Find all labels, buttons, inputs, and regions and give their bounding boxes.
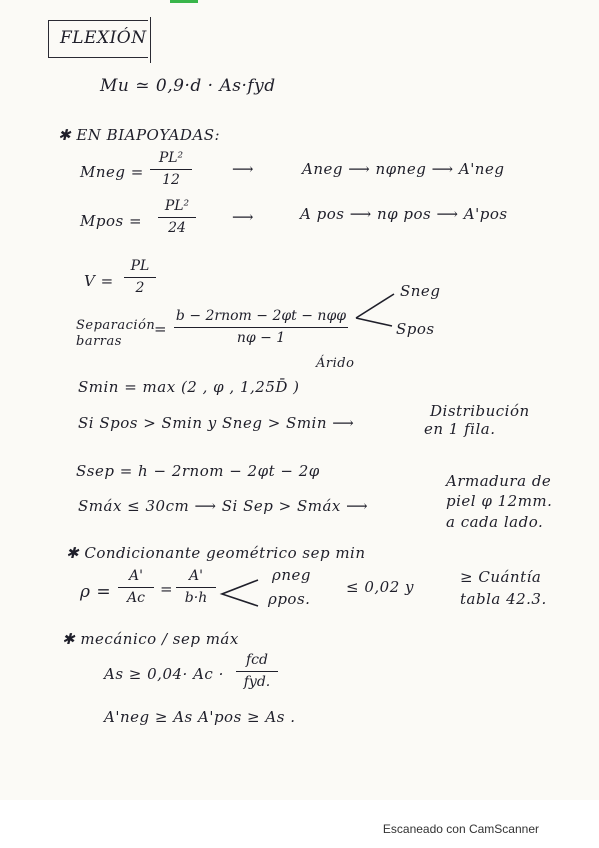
separacion-label-2: barras (76, 334, 122, 349)
rho-f1-den: Ac (127, 590, 145, 606)
cuantia-2: tabla 42.3. (460, 590, 547, 608)
page-title: FLEXIÓN (60, 28, 147, 48)
mpos-arrow: ⟶ (232, 208, 255, 226)
mpos-flow: A pos ⟶ nφ pos ⟶ A'pos (300, 205, 508, 223)
distribucion-2: en 1 fila. (424, 420, 496, 438)
rho-lhs: ρ = (80, 582, 112, 602)
mneg-arrow: ⟶ (232, 160, 255, 178)
mneg-den: 12 (162, 172, 180, 188)
section-biapoyadas: ✱ EN BIAPOYADAS: (58, 126, 221, 144)
rho-f2-num: A' (189, 568, 203, 584)
smax-line: Smáx ≤ 30cm ⟶ Si Sep > Smáx ⟶ (78, 497, 369, 515)
as-den: fyd. (243, 674, 271, 690)
cuantia-1: ≥ Cuántía (460, 568, 542, 586)
distribucion-1: Distribución (430, 402, 530, 420)
mpos-num: PL² (164, 198, 190, 214)
scanner-footer: Escaneado con CamScanner (382, 822, 539, 836)
v-den: 2 (135, 280, 145, 296)
ssep-formula: Ssep = h − 2rnom − 2φt − 2φ (76, 462, 320, 480)
rho-limit: ≤ 0,02 y (346, 578, 414, 596)
mpos-lhs: Mpos = (80, 212, 143, 230)
final-line: A'neg ≥ As A'pos ≥ As . (104, 708, 296, 726)
mneg-flow: Aneg ⟶ nφneg ⟶ A'neg (302, 160, 505, 178)
armadura-2: piel φ 12mm. (446, 492, 553, 510)
as-formula-lhs: As ≥ 0,04· Ac · (104, 665, 224, 683)
formula-main: Mu ≃ 0,9·d · As·fyd (100, 76, 276, 96)
v-num: PL (130, 258, 150, 274)
condition-line: Si Spos > Smin y Sneg > Smin ⟶ (78, 414, 355, 432)
rho-equals: = (160, 580, 174, 598)
mpos-den: 24 (168, 220, 186, 236)
armadura-1: Armadura de (446, 472, 552, 490)
as-num: fcd (246, 652, 268, 668)
smin-formula: Smin = max (2 , φ , 1,25D̄ ) (78, 378, 300, 396)
mneg-num: PL² (158, 150, 184, 166)
separacion-num: b − 2rnom − 2φt − nφφ (175, 308, 347, 324)
v-lhs: V = (84, 272, 114, 290)
arido-note: Árido (316, 356, 355, 371)
armadura-3: a cada lado. (446, 513, 544, 531)
rho-branch-bracket (222, 580, 258, 606)
mecanico-heading: ✱ mecánico / sep máx (62, 630, 239, 648)
mneg-lhs: Mneg = (80, 163, 144, 181)
separacion-label-1: Separación (76, 318, 156, 333)
separacion-branch-bracket (356, 294, 394, 326)
rho-f2-den: b·h (184, 590, 208, 606)
separacion-den: nφ − 1 (236, 330, 286, 346)
separacion-equals: = (154, 320, 168, 338)
sneg-label: Sneg (400, 282, 441, 300)
spos-label: Spos (396, 320, 435, 338)
rho-f1-num: A' (129, 568, 143, 584)
rho-neg: ρneg (272, 566, 311, 584)
cond-geo-heading: ✱ Condicionante geométrico sep min (66, 544, 366, 562)
rho-pos: ρpos. (268, 590, 311, 608)
